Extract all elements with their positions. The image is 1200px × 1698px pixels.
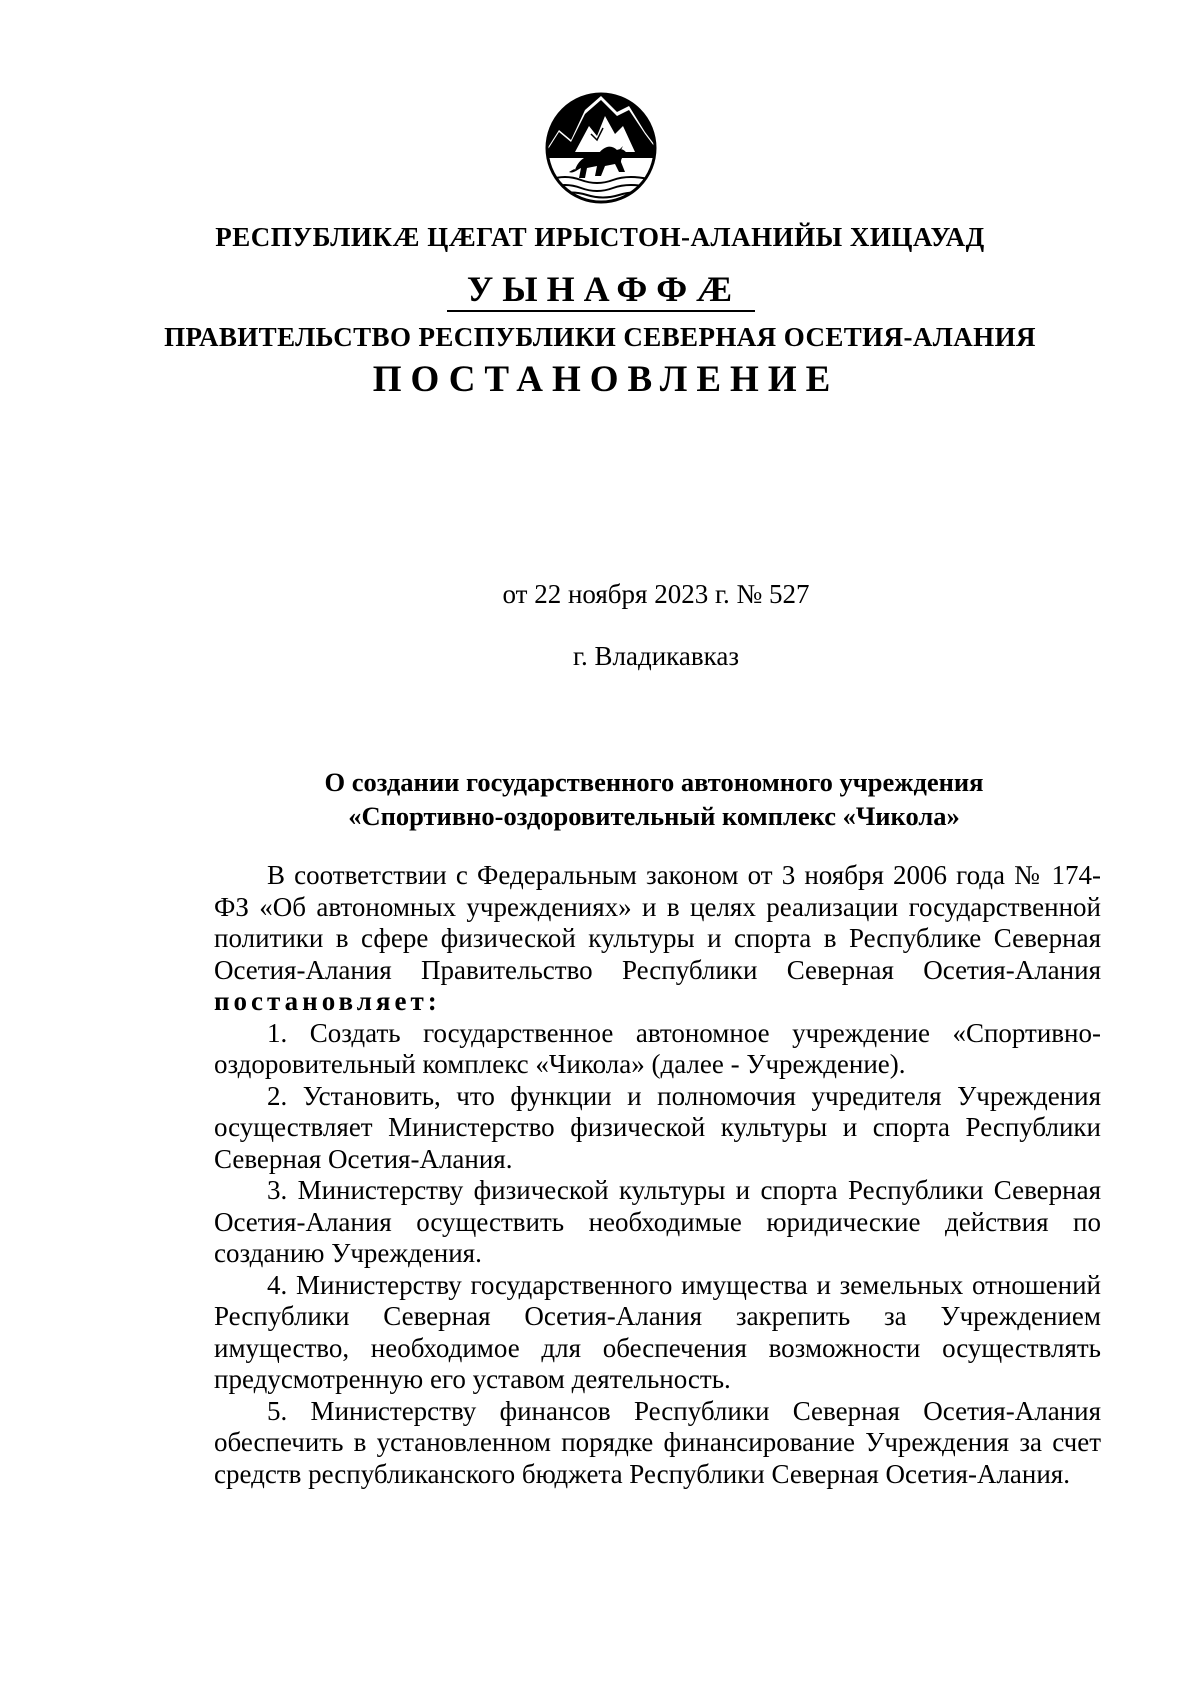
clause-4: 4. Министерству государственного имущества и земельных отношений Республики Северная Осетия-Алания закрепить за Учреждением имущество, необходимое для обеспечения возможности осуществлять предусмотренную его уставом деятельность.	[214, 1269, 1101, 1394]
document-body	[214, 860, 1101, 1490]
org-name-ossetian: РЕСПУБЛИКÆ ЦÆГАТ ИРЫСТОН-АЛАНИЙЫ ХИЦАУАД	[215, 222, 985, 252]
doc-type-russian: ПОСТАНОВЛЕНИЕ	[372, 359, 840, 400]
clause-3: 3. Министерству физической культуры и спорта Республики Северная Осетия-Алания осуществить необходимые юридические действия по созданию Учреждения.	[214, 1175, 1101, 1268]
org-name-russian: ПРАВИТЕЛЬСТВО РЕСПУБЛИКИ СЕВЕРНАЯ ОСЕТИЯ-АЛАНИЯ	[164, 322, 1036, 352]
resolves-keyword: постановляет:	[214, 986, 441, 1016]
header-divider	[447, 310, 755, 312]
coat-of-arms-icon	[545, 92, 657, 204]
clause-2: 2. Установить, что функции и полномочия учредителя Учреждения осуществляет Министерство физической культуры и спорта Республики Северная Осетия-Алания.	[214, 1080, 1101, 1174]
subject-line-1: О создании государственного автономного учреждения	[324, 767, 984, 797]
preamble-text: В соответствии с Федеральным законом от 3 ноября 2006 года № 174-ФЗ «Об автономных учреждениях» и в целях реализации государственной политики в сфере физической культуры и спорта в Республике Северная Осетия-Алания Правительство Республики Северная Осетия-Алания	[214, 860, 1101, 985]
doc-type-ossetian: УЫНАФФÆ	[466, 269, 742, 309]
city: г. Владикавказ	[573, 641, 739, 671]
clause-5: 5. Министерству финансов Республики Северная Осетия-Алания обеспечить в установленном порядке финансирование Учреждения за счет средств республиканского бюджета Республики Северная Осетия-Алания.	[214, 1395, 1101, 1489]
subject-line-2: «Спортивно-оздоровительный комплекс «Чикола»	[348, 801, 960, 831]
date-and-number: от 22 ноября 2023 г. № 527	[502, 579, 810, 609]
clause-1: 1. Создать государственное автономное учреждение «Спортивно-оздоровительный комплекс «Чикола» (далее - Учреждение).	[214, 1017, 1101, 1079]
preamble-paragraph	[214, 860, 1101, 1018]
